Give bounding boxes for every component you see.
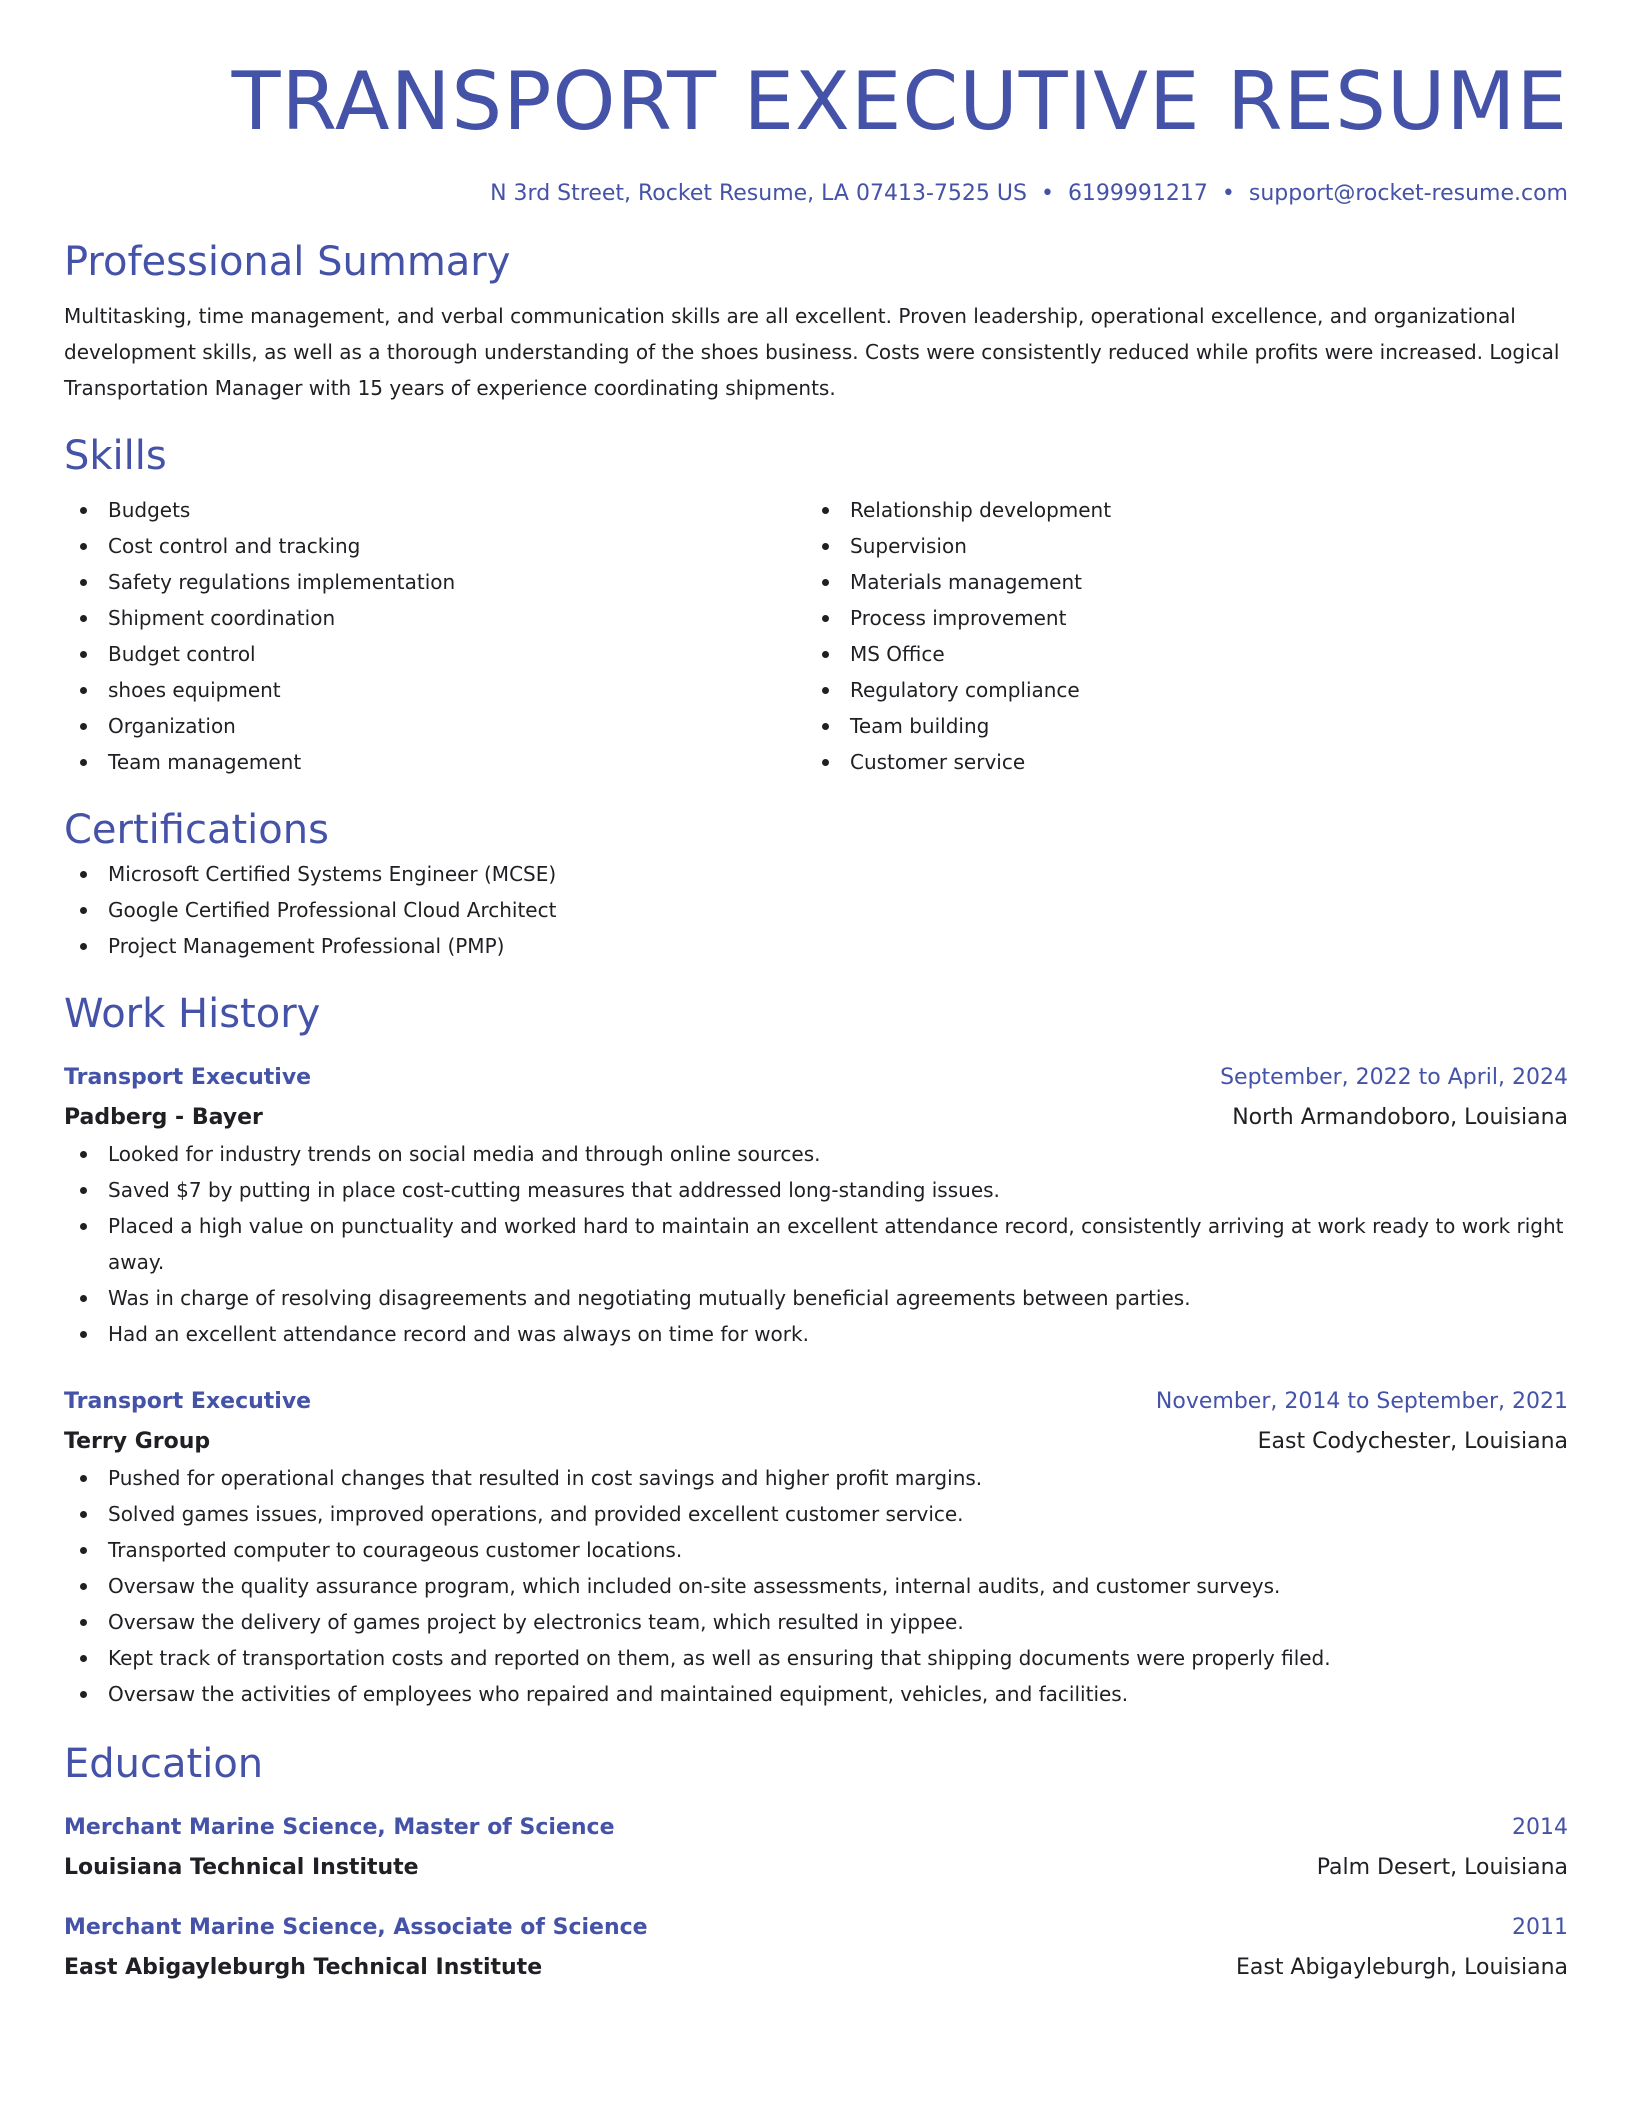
education-heading: Education — [64, 1741, 264, 1787]
job-entry — [64, 1060, 1568, 1352]
skill-item: Safety regulations implementation — [64, 564, 806, 600]
skill-item: Shipment coordination — [64, 600, 806, 636]
job-duty: Saved $7 by putting in place cost-cutting measures that addressed long-standing issues. — [64, 1172, 1568, 1208]
skills-heading: Skills — [64, 433, 167, 479]
contact-line — [64, 178, 1568, 210]
job-title: Transport Executive — [64, 1065, 312, 1090]
education-year: 2014 — [1512, 1815, 1568, 1840]
job-company-row — [64, 1424, 1568, 1460]
education-year: 2011 — [1512, 1915, 1568, 1940]
resume-header — [64, 0, 1568, 210]
job-title: Transport Executive — [64, 1389, 312, 1414]
job-location: East Codychester, Louisiana — [1257, 1429, 1568, 1454]
job-location: North Armandoboro, Louisiana — [1232, 1105, 1568, 1130]
skills-grid — [64, 492, 1568, 780]
education-location: East Abigayleburgh, Louisiana — [1235, 1955, 1568, 1980]
job-entry — [64, 1384, 1568, 1712]
job-title-row — [64, 1060, 1568, 1096]
skill-item: Regulatory compliance — [806, 672, 1548, 708]
education-school: Louisiana Technical Institute — [64, 1855, 419, 1880]
job-duty: Was in charge of resolving disagreements and negotiating mutually beneficial agreements between parties. — [64, 1280, 1568, 1316]
contact-separator: • — [1040, 181, 1054, 206]
contact-phone: 6199991217 — [1067, 181, 1208, 206]
summary-heading: Professional Summary — [64, 239, 511, 285]
job-duties-list — [64, 1136, 1568, 1352]
skill-item: Process improvement — [806, 600, 1548, 636]
education-school-row — [64, 1950, 1568, 1986]
certification-item: Google Certified Professional Cloud Architect — [64, 892, 1568, 928]
summary-text: Multitasking, time management, and verbal communication skills are all excellent. Proven leadership, operational excellence, and organizational development skills, as well as a thorough understanding of the shoes business. Costs were consistently reduced while profits were increased. Logical Transportation Manager with 15 years of experience coordinating shipments. — [64, 304, 1560, 400]
skills-list-left — [64, 492, 806, 780]
education-school-row — [64, 1850, 1568, 1886]
job-dates: November, 2014 to September, 2021 — [1155, 1389, 1568, 1414]
skill-item: MS Office — [806, 636, 1548, 672]
job-duty: Oversaw the activities of employees who repaired and maintained equipment, vehicles, and facilities. — [64, 1676, 1568, 1712]
contact-separator: • — [1221, 181, 1235, 206]
certifications-list — [64, 856, 1568, 964]
job-duty: Solved games issues, improved operations, and provided excellent customer service. — [64, 1496, 1568, 1532]
job-company: Terry Group — [64, 1429, 211, 1454]
skill-item: Supervision — [806, 528, 1548, 564]
job-duty: Had an excellent attendance record and was always on time for work. — [64, 1316, 1568, 1352]
job-duty: Transported computer to courageous customer locations. — [64, 1532, 1568, 1568]
skill-item: Team management — [64, 744, 806, 780]
skill-item: Cost control and tracking — [64, 528, 806, 564]
skill-item: Budgets — [64, 492, 806, 528]
education-degree: Merchant Marine Science, Master of Science — [64, 1815, 615, 1840]
job-duty: Pushed for operational changes that resulted in cost savings and higher profit margins. — [64, 1460, 1568, 1496]
job-duty: Oversaw the quality assurance program, which included on-site assessments, internal audits, and customer surveys. — [64, 1568, 1568, 1604]
work-history-heading: Work History — [64, 991, 321, 1037]
skill-item: Customer service — [806, 744, 1548, 780]
job-duty: Oversaw the delivery of games project by electronics team, which resulted in yippee. — [64, 1604, 1568, 1640]
skill-item: Materials management — [806, 564, 1548, 600]
certifications-heading: Certifications — [64, 807, 329, 853]
skill-item: Team building — [806, 708, 1548, 744]
job-company: Padberg - Bayer — [64, 1105, 263, 1130]
job-title-row — [64, 1384, 1568, 1420]
education-degree: Merchant Marine Science, Associate of Science — [64, 1915, 648, 1940]
education-entry — [64, 1910, 1568, 1986]
job-duty: Looked for industry trends on social media and through online sources. — [64, 1136, 1568, 1172]
job-duty: Kept track of transportation costs and reported on them, as well as ensuring that shipping documents were properly filed. — [64, 1640, 1568, 1676]
education-entry — [64, 1810, 1568, 1886]
certification-item: Microsoft Certified Systems Engineer (MCSE) — [64, 856, 1568, 892]
skills-list-right — [806, 492, 1548, 780]
job-company-row — [64, 1100, 1568, 1136]
education-location: Palm Desert, Louisiana — [1316, 1855, 1568, 1880]
education-degree-row — [64, 1910, 1568, 1946]
skill-item: Budget control — [64, 636, 806, 672]
resume-title: TRANSPORT EXECUTIVE RESUME — [231, 55, 1568, 148]
contact-email[interactable]: support@rocket-resume.com — [1248, 181, 1568, 206]
job-dates: September, 2022 to April, 2024 — [1220, 1065, 1568, 1090]
job-duty: Placed a high value on punctuality and worked hard to maintain an excellent attendance record, consistently arriving at work ready to work right away. — [64, 1208, 1568, 1280]
education-degree-row — [64, 1810, 1568, 1846]
skill-item: Relationship development — [806, 492, 1548, 528]
education-school: East Abigayleburgh Technical Institute — [64, 1955, 543, 1980]
job-duties-list — [64, 1460, 1568, 1712]
skill-item: Organization — [64, 708, 806, 744]
contact-address: N 3rd Street, Rocket Resume, LA 07413-7525 US — [490, 181, 1027, 206]
certification-item: Project Management Professional (PMP) — [64, 928, 1568, 964]
skill-item: shoes equipment — [64, 672, 806, 708]
